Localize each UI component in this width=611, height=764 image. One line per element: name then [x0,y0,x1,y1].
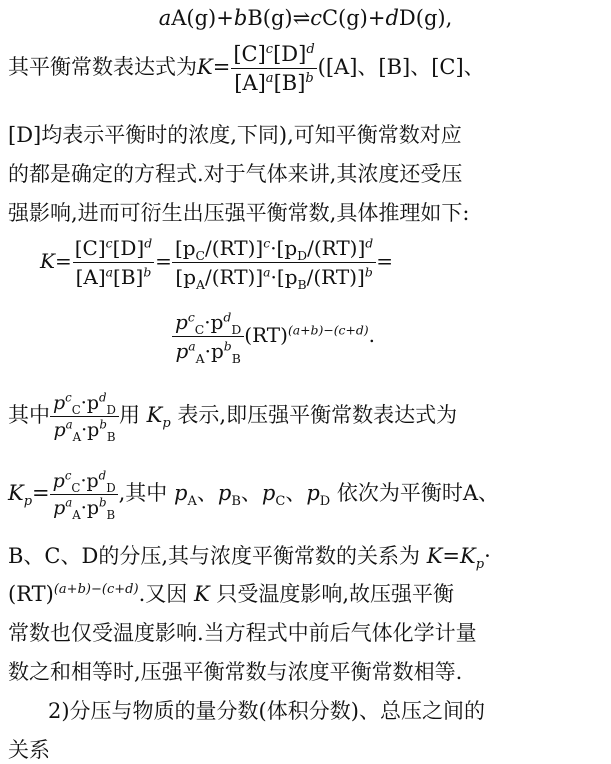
sub-C: C [275,494,286,510]
equals-sign: = [32,481,50,505]
pressure-fraction-numerator [172,310,244,336]
dot-p: ·[p [270,236,298,260]
rt-exponent: (a+b)−(c+d) [53,582,139,597]
sub-A: A [195,351,205,366]
equals-sign: = [54,249,72,273]
exp-c: c [263,235,271,251]
K-symbol: K [426,544,443,568]
conc-D: [D] [112,236,145,260]
sub-B: B [106,507,116,522]
para2-line2 [8,468,611,522]
sub-C: C [194,322,205,337]
conc-A: [A] [234,71,266,95]
separator: 、 [240,481,262,505]
p-symbol: p [217,481,232,505]
conc-D: [D] [273,42,307,66]
exp-d: d [365,235,374,251]
para2-line3 [8,540,611,573]
coef-d: d [385,6,399,30]
conc-C: [C] [233,42,266,66]
rt-term: /(RT)] [205,236,264,260]
sub-D: D [319,494,331,510]
p-symbol: p [53,392,66,414]
Kp-sub: p [475,557,485,573]
para2-line4-rest: .又因 [138,582,188,606]
section2-heading: 2)分压与物质的量分数(体积分数)、总压之间的 [48,699,485,723]
sub-D: D [297,248,308,263]
species-C: C(g) [321,6,368,30]
rt-exponent: (a+b)−(c+d) [287,322,369,338]
p-symbol: p [174,481,188,505]
exp-b: b [223,338,232,354]
exp-c: c [105,235,113,251]
sub-C: C [195,248,206,263]
para1-intro: 其平衡常数表达式为 [8,55,197,79]
rt-term: /(RT)] [307,236,366,260]
kp-fraction-2-numerator [50,470,119,494]
exp-a: a [65,495,73,510]
exp-c: c [65,390,72,405]
rt-factor: (RT) [244,323,288,347]
sub-A: A [196,277,205,292]
equals-sign: = [442,544,461,568]
para1-line2: [D]均表示平衡时的浓度,下同),可知平衡常数对应 [8,123,462,147]
pressure-rt-fraction [172,235,376,292]
conc-fraction-denominator [73,262,155,289]
sub-D: D [106,402,116,417]
species-D: D(g) [398,6,446,30]
conc-fraction [72,236,155,289]
exp-b: b [98,495,107,510]
dot-p: ·p [80,470,99,492]
conc-fraction-numerator [72,236,155,262]
conc-C: [C] [74,236,106,260]
dot-p: ·p [80,392,99,414]
sub-A: A [187,494,197,510]
p-symbol: p [306,481,320,505]
pressure-fraction [172,309,244,366]
kp-fraction [50,390,119,444]
dot-p: ·p [81,419,100,441]
exp-a: a [263,264,271,280]
exp-a: a [265,71,274,86]
pressure-rt-numerator [172,236,376,262]
K-symbol: K [193,582,210,606]
period: . [368,323,375,347]
exp-d: d [144,235,153,251]
pressure-fraction-denominator [172,336,243,366]
exp-c: c [265,42,274,57]
p-symbol: p [52,470,65,492]
conc-A: [A] [75,265,106,289]
dot-p: ·p [80,497,99,519]
para2-line5: 常数也仅受温度影响.当方程式中前后气体化学计量 [8,621,477,645]
exp-c: c [64,468,72,483]
exp-b: b [143,264,152,280]
para2-line2-tail: 依次为平衡时A、 [336,481,500,505]
para2-line6: 数之和相等时,压强平衡常数与浓度平衡常数相等. [8,660,463,684]
conc-B: [B] [113,265,144,289]
pressure-rt-denominator [172,262,375,292]
sub-B: B [297,277,307,292]
p-symbol: p [261,481,276,505]
exp-a: a [65,417,73,432]
para2-line2-post: ,其中 [118,481,168,505]
derivation-line2 [172,309,611,366]
K-fraction-numerator [230,42,317,68]
K-fraction [230,42,317,95]
plus-sign: + [367,6,386,30]
p-bracket: [p [174,236,196,260]
p-symbol: p [175,339,189,363]
coef-c: c [310,6,322,30]
kp-fraction-2-denominator [50,494,118,522]
comma: , [445,6,453,30]
rt-term: /(RT)] [204,265,264,289]
separator: 、 [285,481,307,505]
exp-b: b [305,71,314,86]
K-symbol: K [197,55,213,79]
para2-mid: 用 [118,403,140,427]
para1-line3: 的都是确定的方程式.对于气体来讲,其浓度还受压 [8,162,463,186]
sub-B: B [106,429,116,444]
exp-d: d [98,390,107,405]
para2-post: 表示,即压强平衡常数表达式为 [177,403,458,427]
equals-sign: = [376,249,393,273]
sub-C: C [71,480,81,495]
coef-b: b [233,6,248,30]
species-A: A(g) [171,6,217,30]
para2-line3-text: B、C、D的分压,其与浓度平衡常数的关系为 [8,544,421,568]
dot: · [484,544,491,568]
dot-p: ·p [204,310,224,334]
para2-line4-tail: 只受温度影响,故压强平衡 [216,582,455,606]
exp-a: a [188,338,196,354]
species-B: B(g) [247,6,293,30]
Kp-sub: p [162,416,171,432]
K-symbol: K [40,249,55,273]
exp-d: d [306,42,315,57]
para1-line4: 强影响,进而可衍生出压强平衡常数,具体推理如下: [8,201,470,225]
equals-sign: = [212,55,231,79]
exp-d: d [223,309,232,325]
Kp-symbol: K [460,544,476,568]
p-symbol: p [53,497,66,519]
para2-line4 [8,578,611,608]
equilibrium-arrow: ⇌ [292,6,311,30]
exp-d: d [98,468,107,483]
exp-c: c [187,309,195,325]
para1-line1 [8,42,611,95]
sub-C: C [71,402,81,417]
reaction-equation [0,6,611,30]
dot-p: ·[p [270,265,298,289]
kp-fraction-numerator [50,392,119,416]
K-fraction-denominator [231,68,317,95]
section2-line2: 关系 [8,738,50,762]
Kp-sub: p [23,494,33,510]
plus-sign: + [216,6,234,30]
p-bracket: [p [175,265,196,289]
sub-B: B [231,351,241,366]
derivation-line1 [40,235,611,292]
separator: 、 [196,481,218,505]
para1-tail: ([A]、[B]、[C]、 [317,55,485,79]
sub-D: D [106,480,116,495]
p-symbol: p [53,419,66,441]
sub-D: D [231,322,242,337]
exp-b: b [364,264,373,280]
kp-fraction-2 [50,468,119,522]
kp-fraction-denominator [50,416,118,444]
dot-p: ·p [204,339,224,363]
rt-term: /(RT)] [306,265,365,289]
Kp-symbol: K [146,403,163,427]
exp-b: b [99,417,107,432]
conc-B: [B] [273,71,306,95]
para2-pre: 其中 [8,403,50,427]
sub-B: B [231,494,241,510]
coef-a: a [158,6,172,30]
p-symbol: p [175,310,188,334]
equals-sign: = [155,249,172,273]
sub-A: A [72,429,82,444]
exp-a: a [105,264,114,280]
para2-line1 [8,390,611,444]
Kp-symbol: K [8,481,24,505]
rt-factor: (RT) [8,582,54,606]
sub-A: A [72,507,81,522]
